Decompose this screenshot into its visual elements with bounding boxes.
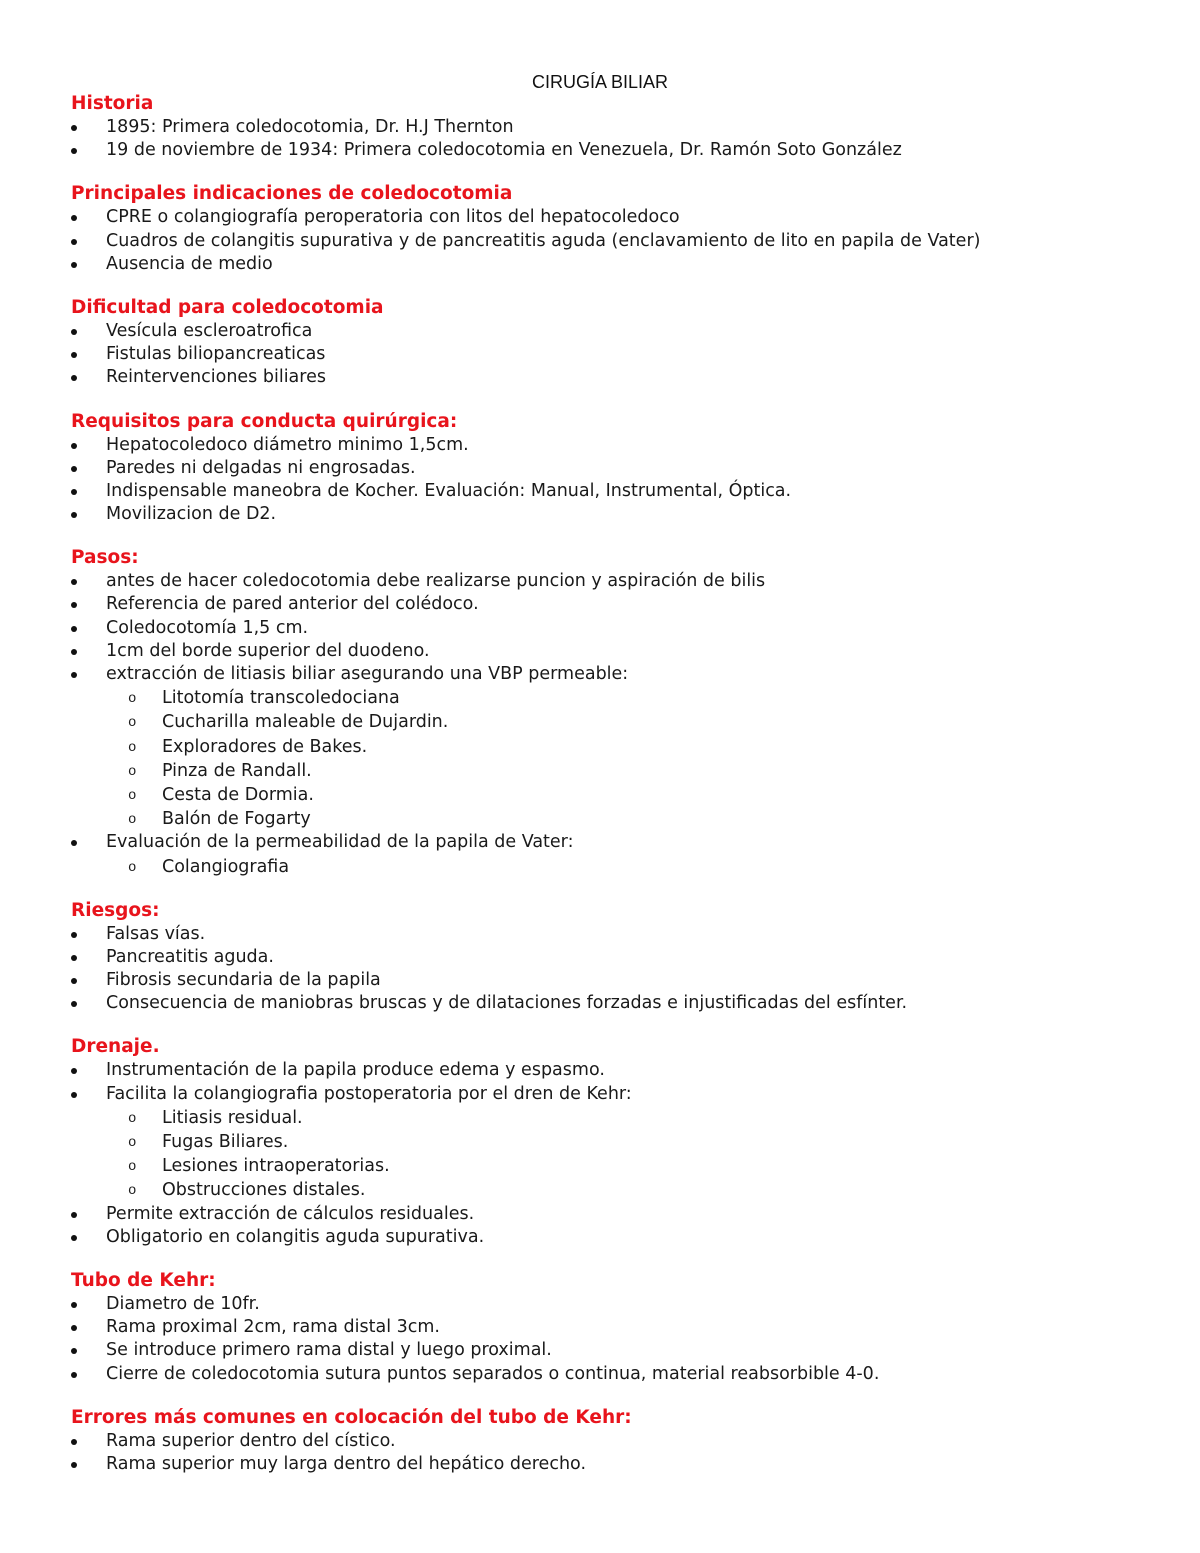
bullet-icon <box>71 352 77 358</box>
bullet-icon <box>71 602 77 608</box>
sub-list-item-text: Lesiones intraoperatorias. <box>162 1156 390 1177</box>
circle-bullet-icon: o <box>128 691 137 708</box>
list-item-text: Falsas vías. <box>106 923 206 944</box>
sub-list-item-text: Cesta de Dormia. <box>162 784 314 805</box>
list-item-text: Coledocotomía 1,5 cm. <box>106 617 309 638</box>
sub-list-item <box>71 1106 1151 1130</box>
sub-list-item-text: Fugas Biliares. <box>162 1132 289 1152</box>
list-item <box>71 503 1151 526</box>
list-item-text: Vesícula escleroatrofica <box>106 320 313 341</box>
section <box>71 92 1151 162</box>
list-item <box>71 457 1151 480</box>
bullet-icon <box>71 1235 77 1241</box>
list-item-text: Fibrosis secundaria de la papila <box>106 970 381 991</box>
bullet-icon <box>71 466 77 472</box>
sub-list-item <box>71 1130 1151 1154</box>
bullet-icon <box>71 1068 77 1074</box>
section <box>71 410 1151 527</box>
bullet-icon <box>71 1462 77 1468</box>
bullet-icon <box>71 1302 77 1308</box>
list-item <box>71 343 1151 366</box>
list-item-text: Obligatorio en colangitis aguda supurativa. <box>106 1226 485 1247</box>
list-item-text: extracción de litiasis biliar asegurando una VBP permeable: <box>106 664 629 684</box>
list-item <box>71 116 1151 139</box>
list-item <box>71 1293 1151 1316</box>
list-item <box>71 253 1151 276</box>
list-item-text: Fistulas biliopancreaticas <box>106 344 326 365</box>
list-item <box>71 1453 1151 1476</box>
list-item-text: Cierre de coledocotomia sutura puntos separados o continua, material reabsorbible 4-0. <box>106 1363 880 1384</box>
document-body <box>71 92 1151 1496</box>
list-item-text: Ausencia de medio <box>106 253 273 274</box>
bullet-icon <box>71 1325 77 1331</box>
bullet-icon <box>71 512 77 518</box>
circle-bullet-icon: o <box>128 812 137 829</box>
bullet-icon <box>71 489 77 495</box>
sub-list-item <box>71 783 1151 807</box>
bullet-icon <box>71 672 77 678</box>
list-item <box>71 593 1151 616</box>
circle-bullet-icon: o <box>128 1159 137 1176</box>
list-item-text: Rama superior muy larga dentro del hepático derecho. <box>106 1453 587 1474</box>
circle-bullet-icon: o <box>128 715 137 732</box>
list-item-text: Referencia de pared anterior del colédoco. <box>106 594 479 615</box>
sub-list-item-text: Colangiografia <box>162 856 290 877</box>
bullet-icon <box>71 1092 77 1098</box>
list-item <box>71 617 1151 640</box>
list-item <box>71 206 1151 229</box>
sub-list-item-text: Obstrucciones distales. <box>162 1180 366 1201</box>
list-item-text: Reintervenciones biliares <box>106 367 326 388</box>
list-item <box>71 139 1151 162</box>
list-item <box>71 923 1151 946</box>
sub-list-item <box>71 807 1151 831</box>
list-item-text: Rama superior dentro del cístico. <box>106 1430 396 1451</box>
list-item-text: Instrumentación de la papila produce edema y espasmo. <box>106 1060 605 1081</box>
section-heading: Pasos: <box>71 547 139 569</box>
section <box>71 546 1151 878</box>
sub-list-item <box>71 686 1151 710</box>
bullet-icon <box>71 932 77 938</box>
section-heading: Principales indicaciones de coledocotomia <box>71 183 513 205</box>
sub-list-item <box>71 855 1151 879</box>
bullet-icon <box>71 215 77 221</box>
list-item <box>71 640 1151 663</box>
list-item <box>71 663 1151 686</box>
section <box>71 1035 1151 1249</box>
sub-list-item-text: Pinza de Randall. <box>162 760 312 781</box>
bullet-icon <box>71 125 77 131</box>
section <box>71 1269 1151 1386</box>
section <box>71 1406 1151 1476</box>
bullet-icon <box>71 840 77 846</box>
section-heading: Drenaje. <box>71 1036 160 1058</box>
list-item-text: Indispensable maneobra de Kocher. Evaluación: Manual, Instrumental, Óptica. <box>106 480 792 501</box>
sub-list-item <box>71 1154 1151 1178</box>
circle-bullet-icon: o <box>128 739 137 756</box>
list-item-text: Cuadros de colangitis supurativa y de pancreatitis aguda (enclavamiento de lito en papila de Vater) <box>106 230 981 251</box>
list-item <box>71 992 1151 1015</box>
list-item <box>71 1203 1151 1226</box>
list-item-text: Facilita la colangiografia postoperatoria por el dren de Kehr: <box>106 1083 632 1104</box>
section <box>71 899 1151 1016</box>
bullet-icon <box>71 649 77 655</box>
list-item-text: Paredes ni delgadas ni engrosadas. <box>106 457 416 478</box>
list-item-text: CPRE o colangiografía peroperatoria con litos del hepatocoledoco <box>106 207 680 228</box>
bullet-icon <box>71 148 77 154</box>
bullet-icon <box>71 329 77 335</box>
list-item-text: Rama proximal 2cm, rama distal 3cm. <box>106 1317 440 1338</box>
list-item <box>71 320 1151 343</box>
list-item <box>71 1083 1151 1106</box>
list-item <box>71 1339 1151 1362</box>
bullet-icon <box>71 1439 77 1445</box>
circle-bullet-icon: o <box>128 763 137 780</box>
section-heading: Riesgos: <box>71 899 160 921</box>
circle-bullet-icon: o <box>128 859 137 876</box>
list-item <box>71 1316 1151 1339</box>
bullet-icon <box>71 443 77 449</box>
section-heading: Dificultad para coledocotomia <box>71 296 384 318</box>
list-item-text: 19 de noviembre de 1934: Primera coledocotomia en Venezuela, Dr. Ramón Soto González <box>106 140 902 161</box>
sub-list-item <box>71 735 1151 759</box>
bullet-icon <box>71 1348 77 1354</box>
list-item-text: Consecuencia de maniobras bruscas y de dilataciones forzadas e injustificadas del esfínter. <box>106 993 908 1014</box>
list-item <box>71 366 1151 389</box>
sub-list-item <box>71 759 1151 783</box>
list-item-text: 1cm del borde superior del duodeno. <box>106 640 430 661</box>
sub-list-item-text: Litiasis residual. <box>162 1107 303 1128</box>
sub-list-item-text: Balón de Fogarty <box>162 809 311 830</box>
section <box>71 296 1151 390</box>
list-item-text: Permite extracción de cálculos residuales. <box>106 1203 475 1224</box>
section-heading: Tubo de Kehr: <box>71 1269 216 1291</box>
list-item <box>71 1226 1151 1249</box>
circle-bullet-icon: o <box>128 1110 137 1127</box>
bullet-icon <box>71 579 77 585</box>
list-item-text: Movilizacion de D2. <box>106 504 277 525</box>
circle-bullet-icon: o <box>128 1183 137 1200</box>
sub-list-item-text: Litotomía transcoledociana <box>162 688 400 709</box>
bullet-icon <box>71 239 77 245</box>
bullet-icon <box>71 978 77 984</box>
section-heading: Requisitos para conducta quirúrgica: <box>71 410 458 432</box>
list-item <box>71 230 1151 253</box>
list-item <box>71 1363 1151 1386</box>
list-item <box>71 570 1151 593</box>
bullet-icon <box>71 626 77 632</box>
list-item-text: 1895: Primera coledocotomia, Dr. H.J Thernton <box>106 117 514 137</box>
section-heading: Historia <box>71 93 154 114</box>
list-item-text: Hepatocoledoco diámetro minimo 1,5cm. <box>106 434 469 455</box>
section <box>71 182 1151 276</box>
section-heading: Errores más comunes en colocación del tubo de Kehr: <box>71 1406 632 1428</box>
circle-bullet-icon: o <box>128 787 137 804</box>
list-item-text: Diametro de 10fr. <box>106 1293 260 1314</box>
bullet-icon <box>71 1212 77 1218</box>
sub-list-item <box>71 710 1151 734</box>
sub-list-item-text: Exploradores de Bakes. <box>162 736 368 757</box>
bullet-icon <box>71 262 77 268</box>
list-item-text: Pancreatitis aguda. <box>106 946 274 967</box>
list-item-text: antes de hacer coledocotomia debe realizarse puncion y aspiración de bilis <box>106 571 766 592</box>
bullet-icon <box>71 955 77 961</box>
list-item-text: Se introduce primero rama distal y luego proximal. <box>106 1340 552 1361</box>
circle-bullet-icon: o <box>128 1135 137 1151</box>
sub-list-item <box>71 1178 1151 1202</box>
bullet-icon <box>71 1372 77 1378</box>
list-item <box>71 480 1151 503</box>
list-item <box>71 946 1151 969</box>
list-item <box>71 969 1151 992</box>
list-item <box>71 831 1151 854</box>
list-item <box>71 1059 1151 1082</box>
list-item <box>71 1430 1151 1453</box>
list-item-text: Evaluación de la permeabilidad de la papila de Vater: <box>106 832 574 853</box>
document-title: CIRUGÍA BILIAR <box>531 72 669 92</box>
bullet-icon <box>71 375 77 381</box>
sub-list-item-text: Cucharilla maleable de Dujardin. <box>162 712 449 733</box>
bullet-icon <box>71 1001 77 1007</box>
list-item <box>71 434 1151 457</box>
